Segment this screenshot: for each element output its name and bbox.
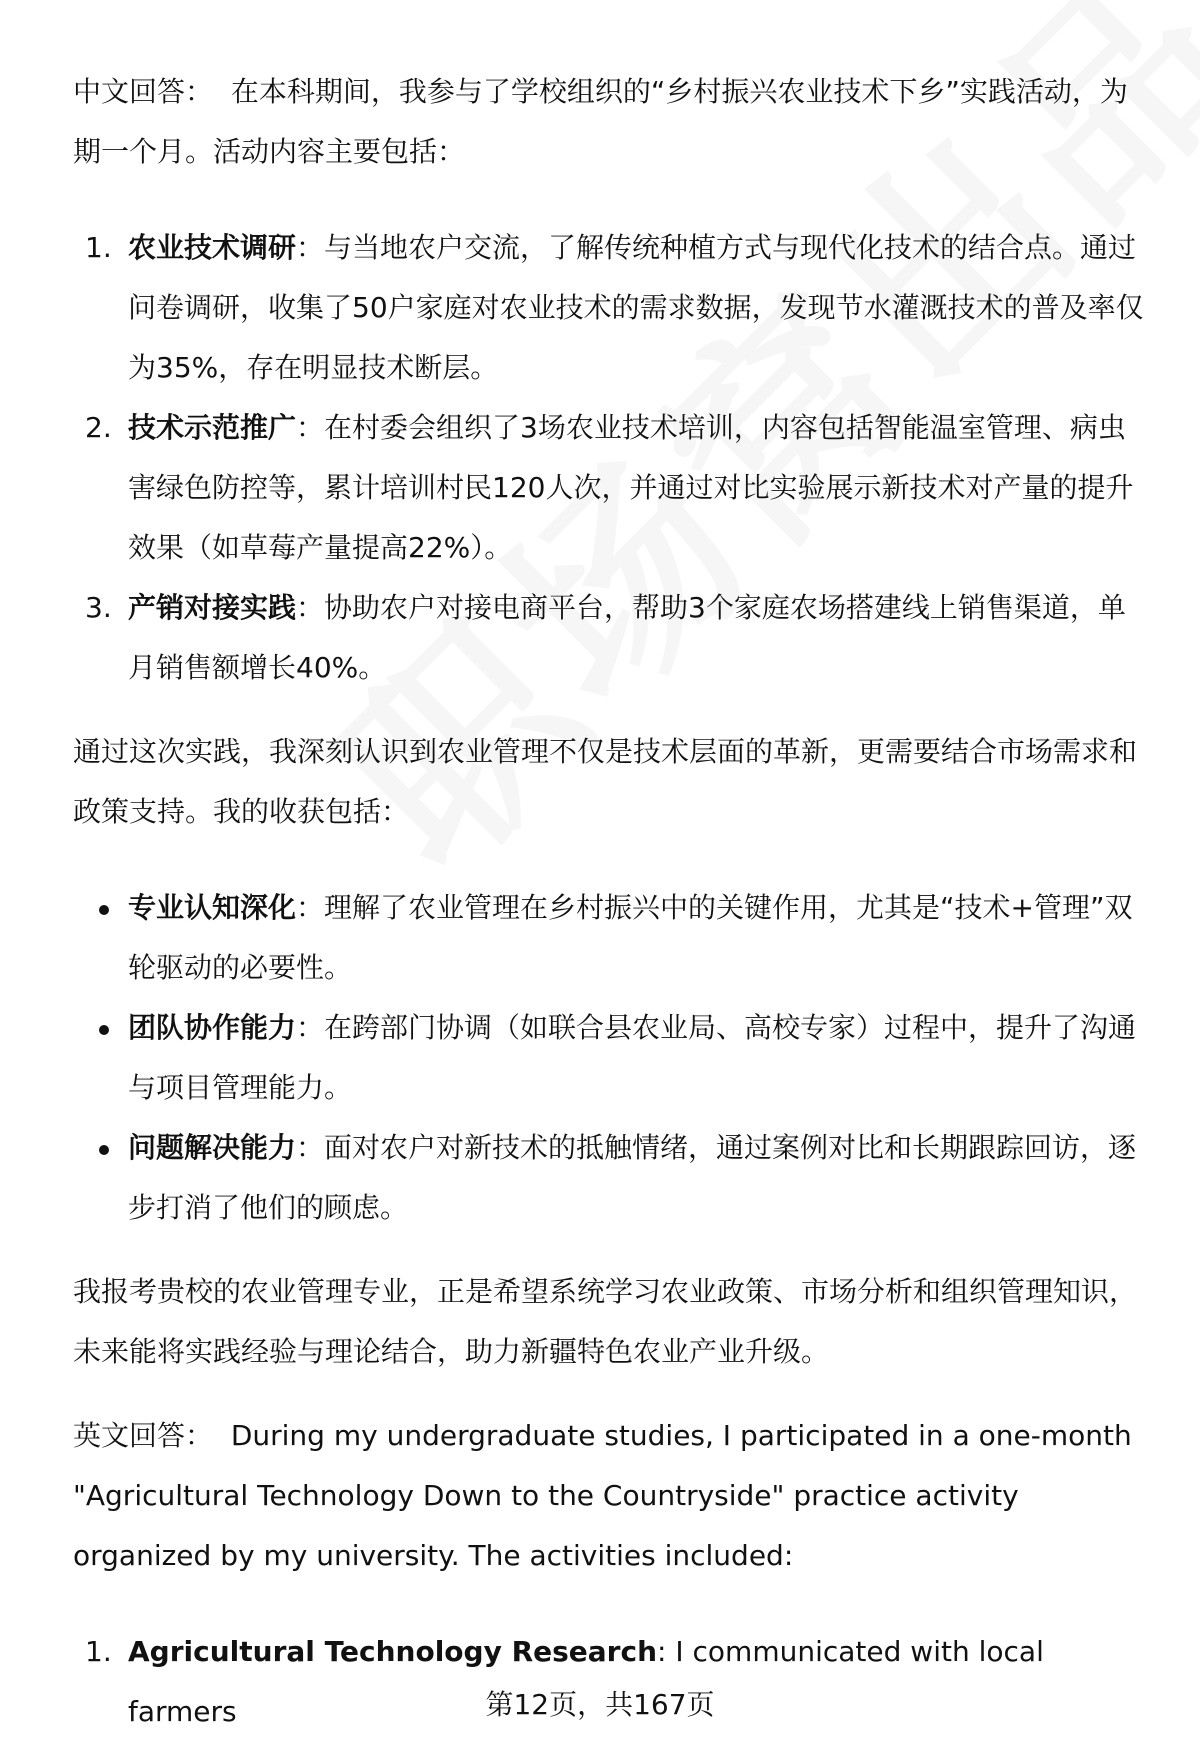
bullet-icon <box>99 905 109 915</box>
zh-intro-label: 中文回答： <box>73 75 214 108</box>
list-term: Agricultural Technology Research <box>128 1635 658 1668</box>
list-number: 1. <box>85 231 112 264</box>
zh-conclusion-paragraph: 我报考贵校的农业管理专业，正是希望系统学习农业政策、市场分析和组织管理知识，未来能将实践经验与理论结合，助力新疆特色农业产业升级。 <box>73 1275 1138 1368</box>
list-separator: ： <box>296 591 325 624</box>
list-separator: ： <box>296 411 325 444</box>
page-footer: 第12页，共167页 <box>485 1688 715 1721</box>
list-item <box>73 578 1153 698</box>
zh-gains-list <box>73 878 1153 1238</box>
list-text: 协助农户对接电商平台，帮助3个家庭农场搭建线上销售渠道，单月销售额增长40%。 <box>128 591 1126 684</box>
list-text: 在跨部门协调（如联合县农业局、高校专家）过程中，提升了沟通与项目管理能力。 <box>128 1011 1137 1104</box>
list-text: I communicated with local farmers <box>128 1635 1044 1728</box>
en-intro-paragraph <box>73 1406 1153 1586</box>
zh-intro-paragraph <box>73 62 1153 182</box>
list-text: 在村委会组织了3场农业技术培训，内容包括智能温室管理、病虫害绿色防控等，累计培训村民120人次，并通过对比实验展示新技术对产量的提升效果（如草莓产量提高22%）。 <box>128 411 1134 564</box>
list-text: 与当地农户交流，了解传统种植方式与现代化技术的结合点。通过问卷调研，收集了50户家庭对农业技术的需求数据，发现节水灌溉技术的普及率仅为35%，存在明显技术断层。 <box>128 231 1144 384</box>
list-separator: ： <box>296 1131 325 1164</box>
list-term: 问题解决能力 <box>128 1131 297 1164</box>
list-item <box>73 218 1153 398</box>
zh-intro-text: 在本科期间，我参与了学校组织的“乡村振兴农业技术下乡”实践活动，为期一个月。活动内容主要包括： <box>73 75 1128 168</box>
list-term: 团队协作能力 <box>128 1011 297 1044</box>
en-intro-label: 英文回答： <box>73 1419 214 1452</box>
bullet-icon <box>99 1025 109 1035</box>
list-text: 理解了农业管理在乡村振兴中的关键作用，尤其是“技术+管理”双轮驱动的必要性。 <box>128 891 1133 984</box>
list-separator: ： <box>296 891 325 924</box>
list-separator: ： <box>296 1011 325 1044</box>
list-text: 面对农户对新技术的抵触情绪，通过案例对比和长期跟踪回访，逐步打消了他们的顾虑。 <box>128 1131 1137 1224</box>
list-item <box>73 998 1153 1118</box>
list-term: 农业技术调研 <box>128 231 297 264</box>
list-number: 1. <box>85 1635 112 1668</box>
list-number: 3. <box>85 591 112 624</box>
document-page <box>73 62 1153 1742</box>
list-term: 专业认知深化 <box>128 891 297 924</box>
zh-reflection-paragraph: 通过这次实践，我深刻认识到农业管理不仅是技术层面的革新，更需要结合市场需求和政策支持。我的收获包括： <box>73 735 1138 828</box>
list-item <box>73 1118 1153 1238</box>
list-term: 技术示范推广 <box>128 411 297 444</box>
list-term: 产销对接实践 <box>128 591 297 624</box>
zh-activities-list <box>73 218 1153 698</box>
list-number: 2. <box>85 411 112 444</box>
list-item <box>73 398 1153 578</box>
list-separator: : <box>657 1635 667 1668</box>
en-intro-text: During my undergraduate studies, I participated in a one-month "Agricultural Technology Down to the Countryside" practice activity organized by my university. The activities included: <box>73 1419 1132 1572</box>
bullet-icon <box>99 1145 109 1155</box>
list-separator: ： <box>296 231 325 264</box>
list-item <box>73 878 1153 998</box>
